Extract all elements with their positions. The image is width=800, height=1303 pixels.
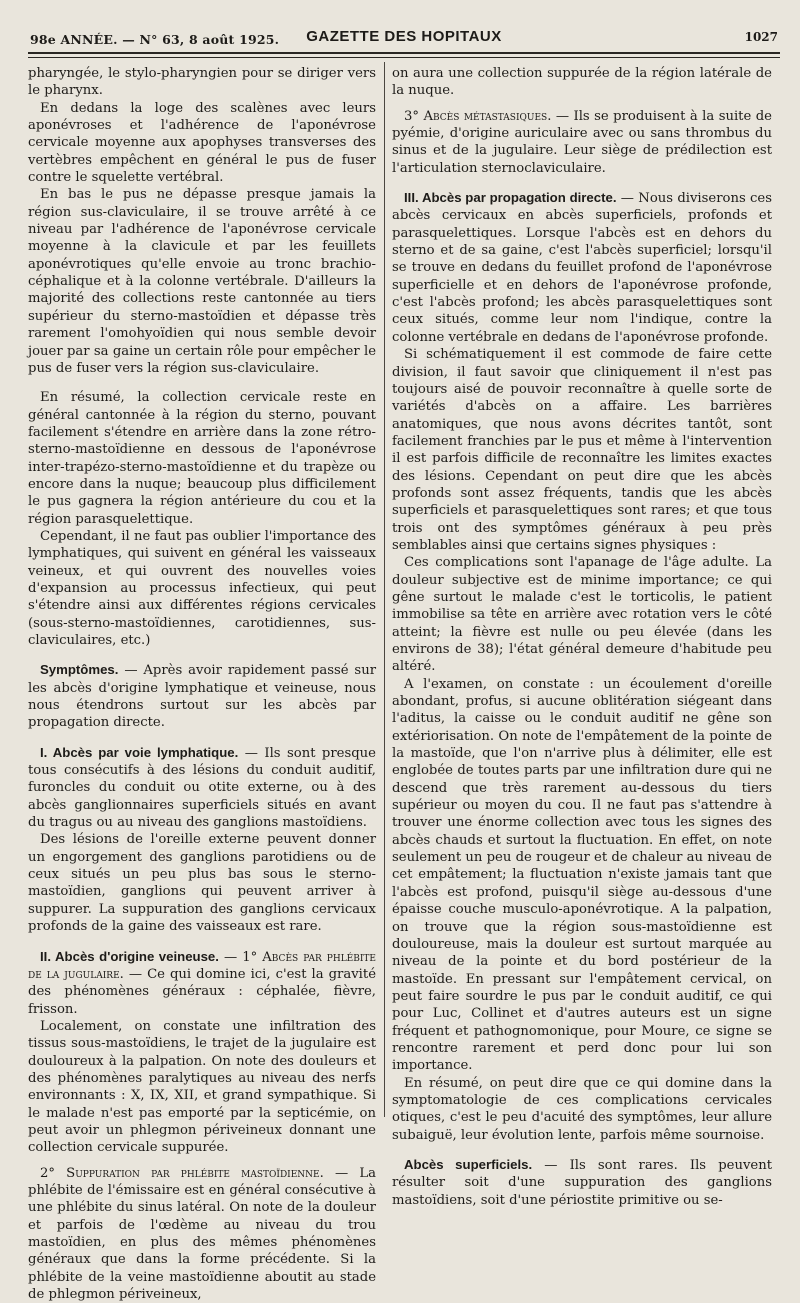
paragraph: En dedans la loge des scalènes avec leurs aponévroses et l'adhérence de l'aponévrose cervicale moyenne aux apophyses transverses des vertèbres empêchent en général le pus de fuser contre le squelette vertébral. bbox=[28, 100, 376, 186]
paragraph: pharyngée, le stylo-pharyngien pour se diriger vers le pharynx. bbox=[28, 66, 376, 99]
paragraph-text: — La phlébite de l'émissaire est en général consécutive à une phlébite du sinus latéral. On note de la douleur et parfois de l'œdème au niveau du trou mastoïdien, en plus des mêmes phénomènes généraux que dans la forme précédente. Si la phlébite de la veine mastoïdienne aboutit au stade de phlegmon périveineux, bbox=[28, 1165, 376, 1303]
section-heading: I. Abcès par voie lymphatique. bbox=[40, 744, 239, 760]
subsection-heading: 2° Suppuration par phlébite mastoïdienne. bbox=[40, 1165, 324, 1181]
paragraph: on aura une collection suppurée de la région latérale de la nuque. bbox=[392, 66, 772, 99]
paragraph bbox=[392, 189, 772, 346]
subsection-heading: — 1° Abcès par phlébite de la jugulaire. bbox=[28, 949, 376, 982]
paragraph bbox=[392, 108, 772, 177]
paragraph: Cependant, il ne faut pas oublier l'importance des lymphatiques, qui suivent en général les vaisseaux veineux, et qui ouvrent des nouvelles voies d'expansion au processus infectieux, qui peut s'étendre ainsi aux différentes régions cervicales (sous-sterno-mastoïdiennes, carotidiennes, sus-claviculaires, etc.) bbox=[28, 528, 376, 648]
paragraph bbox=[28, 948, 376, 1018]
paragraph: En résumé, la collection cervicale reste en général cantonnée à la région du sterno, pouvant facilement s'étendre en arrière dans la zone rétro-sterno-mastoïdienne en dessous de l'aponévrose inter-trapézo-sterno-mastoïdienne et du trapèze ou encore dans la nuque; beaucoup plus difficilement le pus gagnera la région antérieure du cou et la région parasquelettique. bbox=[28, 390, 376, 527]
section-heading: Symptômes. bbox=[40, 662, 119, 678]
paragraph bbox=[392, 1156, 772, 1209]
paragraph: Localement, on constate une infiltration des tissus sous-mastoïdiens, le trajet de la jugulaire est douloureux à la palpation. On note des douleurs et des phénomènes paralytiques au niveau des nerfs environnants : X, IX, XII, et grand sympathique. Si le malade n'est pas emporté par la septicémie, on peut avoir un phlegmon périveineux donnant une collection cervicale suppurée. bbox=[28, 1018, 376, 1156]
section-heading: Abcès superficiels. bbox=[404, 1156, 533, 1172]
paragraph: Si schématiquement il est commode de faire cette division, il faut savoir que cliniquement il n'est pas toujours aisé de pouvoir reconnaître à quelle sorte de variétés d'abcès on a affaire. Les barrières anatomiques, que nous avons décrites tantôt, sont facilement franchies par le pus et même à l'intervention il est parfois difficile de reconnaître les limites exactes des lésions. Cependant on peut dire que les abcès profonds sont assez fréquents, tandis que les abcès superficiels et parasquelettiques sont rares; et que tous trois ont des symptômes généraux à peu près semblables ainsi que certains signes physiques : bbox=[392, 347, 772, 553]
paragraph: Des lésions de l'oreille externe peuvent donner un engorgement des ganglions parotidiens ou de ceux situés un peu plus bas sous le sterno-mastoïdien, ganglions qui peuvent arriver à suppurer. La suppuration des ganglions cervicaux profonds de la gaine des vaisseaux est rare. bbox=[28, 832, 376, 935]
section-heading: III. Abcès par propagation directe. bbox=[404, 190, 617, 206]
paragraph bbox=[28, 744, 376, 832]
header-rule-thin bbox=[28, 57, 780, 58]
paragraph: En résumé, on peut dire que ce qui domine dans la symptomatologie de ces complications cervicales otiques, c'est le peu d'acuité des symptômes, leur allure subaiguë, leur évolution lente, parfois même sournoise. bbox=[392, 1075, 772, 1143]
section-heading: II. Abcès d'origine veineuse. bbox=[40, 948, 219, 964]
subsection-heading: 3° Abcès métastasiques. bbox=[404, 108, 552, 124]
paragraph-text: — Nous diviserons ces abcès cervicaux en abcès superficiels, profonds et parasquelettiques. Lorsque l'abcès est en dehors du sterno et de sa gaine, c'est l'abcès superficiel; lorsqu'il se trouve en dedans du feuillet profond de l'aponévrose superficielle et en dehors de l'aponévrose profonde, c'est l'abcès profond; les abcès parasquelettiques sont ceux situés, comme leur nom l'indique, contre la colonne vertébrale en dedans de l'aponévrose profonde. bbox=[392, 191, 772, 345]
paragraph-text: — Après avoir rapidement passé sur les abcès d'origine lymphatique et veineuse, nous nous étendrons surtout sur les abcès par propagation directe. bbox=[28, 663, 376, 731]
column-divider bbox=[384, 62, 385, 1117]
paragraph-text: — Ils sont presque tous consécutifs à des lésions du conduit auditif, furoncles du conduit ou otite externe, ou à des abcès ganglionnaires superficiels situés en avant du tragus ou au niveau des ganglions mastoïdiens. bbox=[28, 745, 376, 831]
paragraph: A l'examen, on constate : un écoulement d'oreille abondant, profus, si aucune oblitération siégeant dans l'aditus, la caisse ou le conduit auditif ne gêne son extériorisation. On note de l'empâtement de la pointe de la mastoïde, que l'on n'arrive plus à délimiter, elle est englobée de toutes parts par une infiltration dure qui ne descend que très rarement au-dessous du tiers supérieur ou moyen du cou. Il ne faut pas s'attendre à trouver une énorme collection avec tous les signes des abcès chauds et surtout la fluctuation. En effet, on note seulement un peu de rougeur et de chaleur au niveau de cet empâtement; la fluctuation n'existe jamais tant que l'abcès est profond, puisqu'il siège au-dessous d'une épaisse couche musculo-aponévrotique. A la palpation, on trouve que la région sous-mastoïdienne est douloureuse, mais la douleur est surtout marquée au niveau de la pointe et du bord postérieur de la mastoïde. En pressant sur l'empâtement cervical, on peut faire sourdre le pus par le conduit auditif, ce qui pour Luc, Collinet et d'autres auteurs est un signe fréquent et pathognomonique, pour Moure, ce signe se rencontre rarement et perd donc pour lui son importance. bbox=[392, 676, 772, 1074]
running-header bbox=[30, 28, 778, 50]
paragraph-text: — Ce qui domine ici, c'est la gravité des phénomènes généraux : céphalée, fièvre, frisson. bbox=[28, 966, 376, 1017]
paragraph bbox=[28, 1165, 376, 1303]
paragraph-text: — Ils se produisent à la suite de pyémie, d'origine auriculaire avec ou sans thrombus du sinus et de la jugulaire. Leur siège de prédilection est l'articulation sternoclaviculaire. bbox=[392, 108, 772, 176]
paragraph bbox=[28, 661, 376, 731]
paragraph: En bas le pus ne dépasse presque jamais la région sus-claviculaire, il se trouve arrêté à ce niveau par l'adhérence de l'aponévrose cervicale moyenne à la clavicule et par les feuillets aponévrotiques qu'elle envoie au tronc brachio-céphalique et à la colonne vertébrale. D'ailleurs la majorité des collections reste cantonnée au tiers supérieur du sterno-mastoïdien et dépasse très rarement l'omohyoïdien qui nous semble devoir jouer par sa gaine un certain rôle pour empêcher le pus de fuser vers la région sus-claviculaire. bbox=[28, 187, 376, 376]
right-column bbox=[392, 65, 772, 1209]
paragraph-text: — Ils sont rares. Ils peuvent résulter soit d'une suppuration des ganglions mastoïdiens, soit d'une périostite primitive ou se- bbox=[392, 1157, 772, 1208]
header-rule-thick bbox=[28, 52, 780, 54]
journal-title: GAZETTE DES HOPITAUX bbox=[306, 28, 502, 45]
issue-info: 98e ANNÉE. — N° 63, 8 août 1925. bbox=[30, 32, 280, 47]
page-number: 1027 bbox=[744, 30, 778, 44]
paragraph: Ces complications sont l'apanage de l'âge adulte. La douleur subjective est de minime importance; ce qui gêne surtout le malade c'est le torticolis, le patient immobilise sa tête en arrière avec rotation vers le côté atteint; la fièvre est nulle ou peu élevée (dans les environs de 38); l'état général demeure d'habitude peu altéré. bbox=[392, 555, 772, 675]
left-column bbox=[28, 65, 376, 1303]
